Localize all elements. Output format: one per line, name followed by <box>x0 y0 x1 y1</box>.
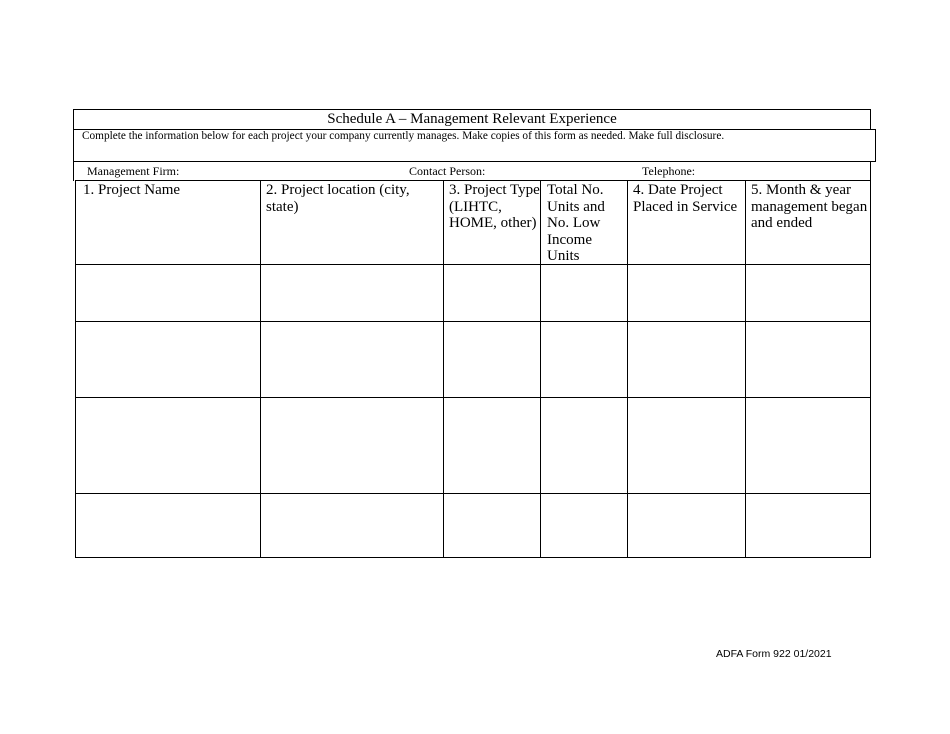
project-type-cell[interactable] <box>444 398 540 493</box>
instructions-box <box>73 129 876 162</box>
total-units-cell[interactable] <box>541 494 627 557</box>
project-name-cell[interactable] <box>76 322 260 397</box>
project-type-cell[interactable] <box>444 494 540 557</box>
date-placed-cell[interactable] <box>628 494 745 557</box>
management-dates-cell[interactable] <box>746 265 870 321</box>
total-units-cell[interactable] <box>541 265 627 321</box>
date-placed-cell[interactable] <box>628 322 745 397</box>
column-header-project-type: 3. Project Type (LIHTC, HOME, other) <box>449 182 540 231</box>
column-header-project-name: 1. Project Name <box>83 182 181 198</box>
table-row <box>76 398 870 493</box>
project-type-cell[interactable] <box>444 265 540 321</box>
form-title: Schedule A – Management Relevant Experience <box>327 111 617 127</box>
total-units-cell[interactable] <box>541 322 627 397</box>
project-location-cell[interactable] <box>261 265 443 321</box>
management-dates-cell[interactable] <box>746 398 870 493</box>
column-header-management-dates: 5. Month & year management began and ended <box>751 182 868 231</box>
date-placed-cell[interactable] <box>628 265 745 321</box>
column-header-date-placed-in-service: 4. Date Project Placed in Service <box>633 182 738 215</box>
instructions-text: Complete the information below for each project your company currently manages. Make copies of this form as needed. Make full disclosure. <box>82 130 725 142</box>
project-name-cell[interactable] <box>76 494 260 557</box>
table-row <box>76 494 870 557</box>
management-dates-cell[interactable] <box>746 494 870 557</box>
project-name-cell[interactable] <box>76 265 260 321</box>
total-units-cell[interactable] <box>541 398 627 493</box>
project-location-cell[interactable] <box>261 494 443 557</box>
column-header-total-units: Total No. Units and No. Low Income Units <box>547 182 605 264</box>
form-number-footer: ADFA Form 922 01/2021 <box>716 648 832 660</box>
table-row <box>76 322 870 397</box>
telephone-label: Telephone: <box>642 164 696 178</box>
experience-table <box>75 180 871 558</box>
management-dates-cell[interactable] <box>746 322 870 397</box>
contact-person-label: Contact Person: <box>409 164 486 178</box>
column-header-project-location: 2. Project location (city, state) <box>266 182 410 215</box>
management-firm-label: Management Firm: <box>87 164 180 178</box>
project-name-cell[interactable] <box>76 398 260 493</box>
date-placed-cell[interactable] <box>628 398 745 493</box>
form-title-box <box>73 109 871 130</box>
project-location-cell[interactable] <box>261 322 443 397</box>
table-row <box>76 265 870 321</box>
project-location-cell[interactable] <box>261 398 443 493</box>
project-type-cell[interactable] <box>444 322 540 397</box>
